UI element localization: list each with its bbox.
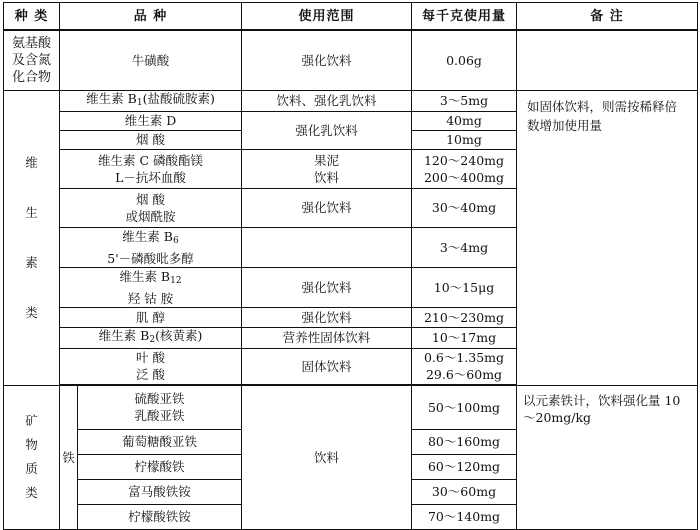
cell-scope: 强化饮料 bbox=[242, 267, 412, 307]
fortifier-table bbox=[3, 2, 698, 530]
dosage-line: 200～400mg bbox=[423, 169, 505, 185]
variety-tail: (核黄素) bbox=[155, 327, 203, 343]
cell-dosage: 0.06g bbox=[412, 30, 517, 90]
header-variety: 品 种 bbox=[60, 3, 242, 31]
cell-dosage: 10～15μg bbox=[412, 267, 517, 307]
cell-remark-empty bbox=[517, 30, 698, 90]
cell-dosage: 3～4mg bbox=[412, 227, 517, 267]
table-row bbox=[4, 90, 698, 111]
cell-dosage: 210～230mg bbox=[412, 307, 517, 327]
category-char: 物 bbox=[25, 437, 38, 452]
variety-line bbox=[62, 228, 239, 250]
cell-variety: 柠檬酸铁 bbox=[78, 454, 242, 479]
category-char: 类 bbox=[25, 304, 38, 320]
header-category: 种 类 bbox=[4, 3, 60, 31]
variety-subscript: 12 bbox=[170, 275, 182, 286]
cell-remark-minerals: 以元素铁计，饮料强化量 10～20mg/kg bbox=[517, 385, 698, 529]
cell-variety: 柠檬酸铁铵 bbox=[78, 504, 242, 529]
cell-dosage: 60～120mg bbox=[412, 454, 517, 479]
variety-line: 硫酸亚铁 bbox=[134, 391, 185, 406]
header-remarks: 备 注 bbox=[517, 3, 698, 31]
cell-variety bbox=[60, 90, 242, 111]
variety-line: 羟 钴 胺 bbox=[127, 290, 174, 306]
scope-line: 果泥 bbox=[313, 152, 339, 168]
cell-variety bbox=[60, 267, 242, 307]
category-char: 矿 bbox=[25, 413, 38, 428]
cell-dosage: 30～40mg bbox=[412, 188, 517, 227]
cell-dosage: 30～60mg bbox=[412, 479, 517, 504]
variety-line: 烟 酸 bbox=[136, 191, 165, 207]
cell-dosage: 40mg bbox=[412, 111, 517, 130]
header-row bbox=[4, 3, 698, 31]
category-char: 类 bbox=[25, 485, 38, 500]
cell-scope-minerals: 饮料 bbox=[242, 385, 412, 529]
variety-line: 泛 酸 bbox=[136, 367, 165, 382]
dosage-line: 0.6～1.35mg bbox=[423, 350, 505, 365]
variety-line: 乳酸亚铁 bbox=[134, 408, 185, 423]
variety-main: 维生素 B bbox=[122, 228, 173, 244]
cell-variety: 肌 醇 bbox=[60, 307, 242, 327]
category-char: 质 bbox=[25, 461, 38, 476]
variety-line: L－抗坏血酸 bbox=[115, 169, 186, 185]
category-minerals bbox=[4, 385, 60, 529]
category-char: 素 bbox=[25, 254, 38, 270]
variety-main: 维生素 B bbox=[98, 327, 150, 343]
dosage-line: 120～240mg bbox=[423, 152, 505, 168]
cell-variety bbox=[60, 188, 242, 227]
header-scope: 使用范围 bbox=[242, 3, 412, 31]
cell-variety bbox=[78, 385, 242, 429]
subcategory-iron: 铁 bbox=[60, 385, 78, 529]
cell-scope bbox=[242, 149, 412, 188]
cell-scope-empty bbox=[242, 227, 412, 267]
cell-variety: 富马酸铁铵 bbox=[78, 479, 242, 504]
cell-scope: 营养性固体饮料 bbox=[242, 327, 412, 348]
variety-line: 维生素 C 磷酸酯镁 bbox=[97, 152, 203, 168]
cell-variety bbox=[60, 327, 242, 348]
cell-dosage: 10～17mg bbox=[412, 327, 517, 348]
cell-dosage: 80～160mg bbox=[412, 429, 517, 454]
header-dosage: 每千克使用量 bbox=[412, 3, 517, 31]
cell-scope: 强化饮料 bbox=[242, 188, 412, 227]
variety-main: 维生素 B bbox=[86, 90, 137, 106]
category-vitamins bbox=[4, 90, 60, 385]
scope-line: 饮料 bbox=[313, 169, 339, 185]
cell-dosage: 3～5mg bbox=[412, 90, 517, 111]
cell-variety: 葡萄糖酸亚铁 bbox=[78, 429, 242, 454]
variety-subscript: 6 bbox=[172, 235, 179, 246]
cell-dosage: 70～140mg bbox=[412, 504, 517, 529]
variety-line: 叶 酸 bbox=[136, 350, 165, 365]
cell-dosage: 50～100mg bbox=[412, 385, 517, 429]
variety-line bbox=[62, 268, 239, 290]
variety-line: 5'－磷酸吡多醇 bbox=[107, 250, 194, 266]
cell-remark-vitamins: 如固体饮料，则需按稀释倍数增加使用量 bbox=[517, 90, 698, 385]
dosage-line: 29.6～60mg bbox=[425, 367, 503, 382]
cell-scope: 强化乳饮料 bbox=[242, 111, 412, 149]
category-char: 维 bbox=[25, 154, 38, 170]
category-amino: 氨基酸及含氮化合物 bbox=[4, 30, 60, 90]
table-row bbox=[4, 385, 698, 429]
cell-scope: 强化饮料 bbox=[242, 307, 412, 327]
cell-variety: 烟 酸 bbox=[60, 130, 242, 149]
cell-variety: 维生素 D bbox=[60, 111, 242, 130]
cell-scope: 强化饮料 bbox=[242, 30, 412, 90]
cell-scope: 固体饮料 bbox=[242, 348, 412, 384]
cell-variety bbox=[60, 149, 242, 188]
cell-variety: 牛磺酸 bbox=[60, 30, 242, 90]
cell-variety bbox=[60, 227, 242, 267]
category-char: 生 bbox=[25, 204, 38, 220]
cell-variety bbox=[60, 348, 242, 384]
table-row-amino bbox=[4, 30, 698, 90]
variety-subscript: 2 bbox=[149, 334, 156, 345]
cell-dosage bbox=[412, 149, 517, 188]
variety-main: 维生素 B bbox=[119, 268, 171, 284]
cell-scope: 饮料、强化乳饮料 bbox=[242, 90, 412, 111]
variety-tail: (盐酸硫胺素) bbox=[142, 90, 215, 106]
cell-dosage: 10mg bbox=[412, 130, 517, 149]
variety-line: 或烟酰胺 bbox=[125, 208, 176, 224]
cell-dosage bbox=[412, 348, 517, 384]
variety-subscript: 1 bbox=[136, 97, 143, 108]
